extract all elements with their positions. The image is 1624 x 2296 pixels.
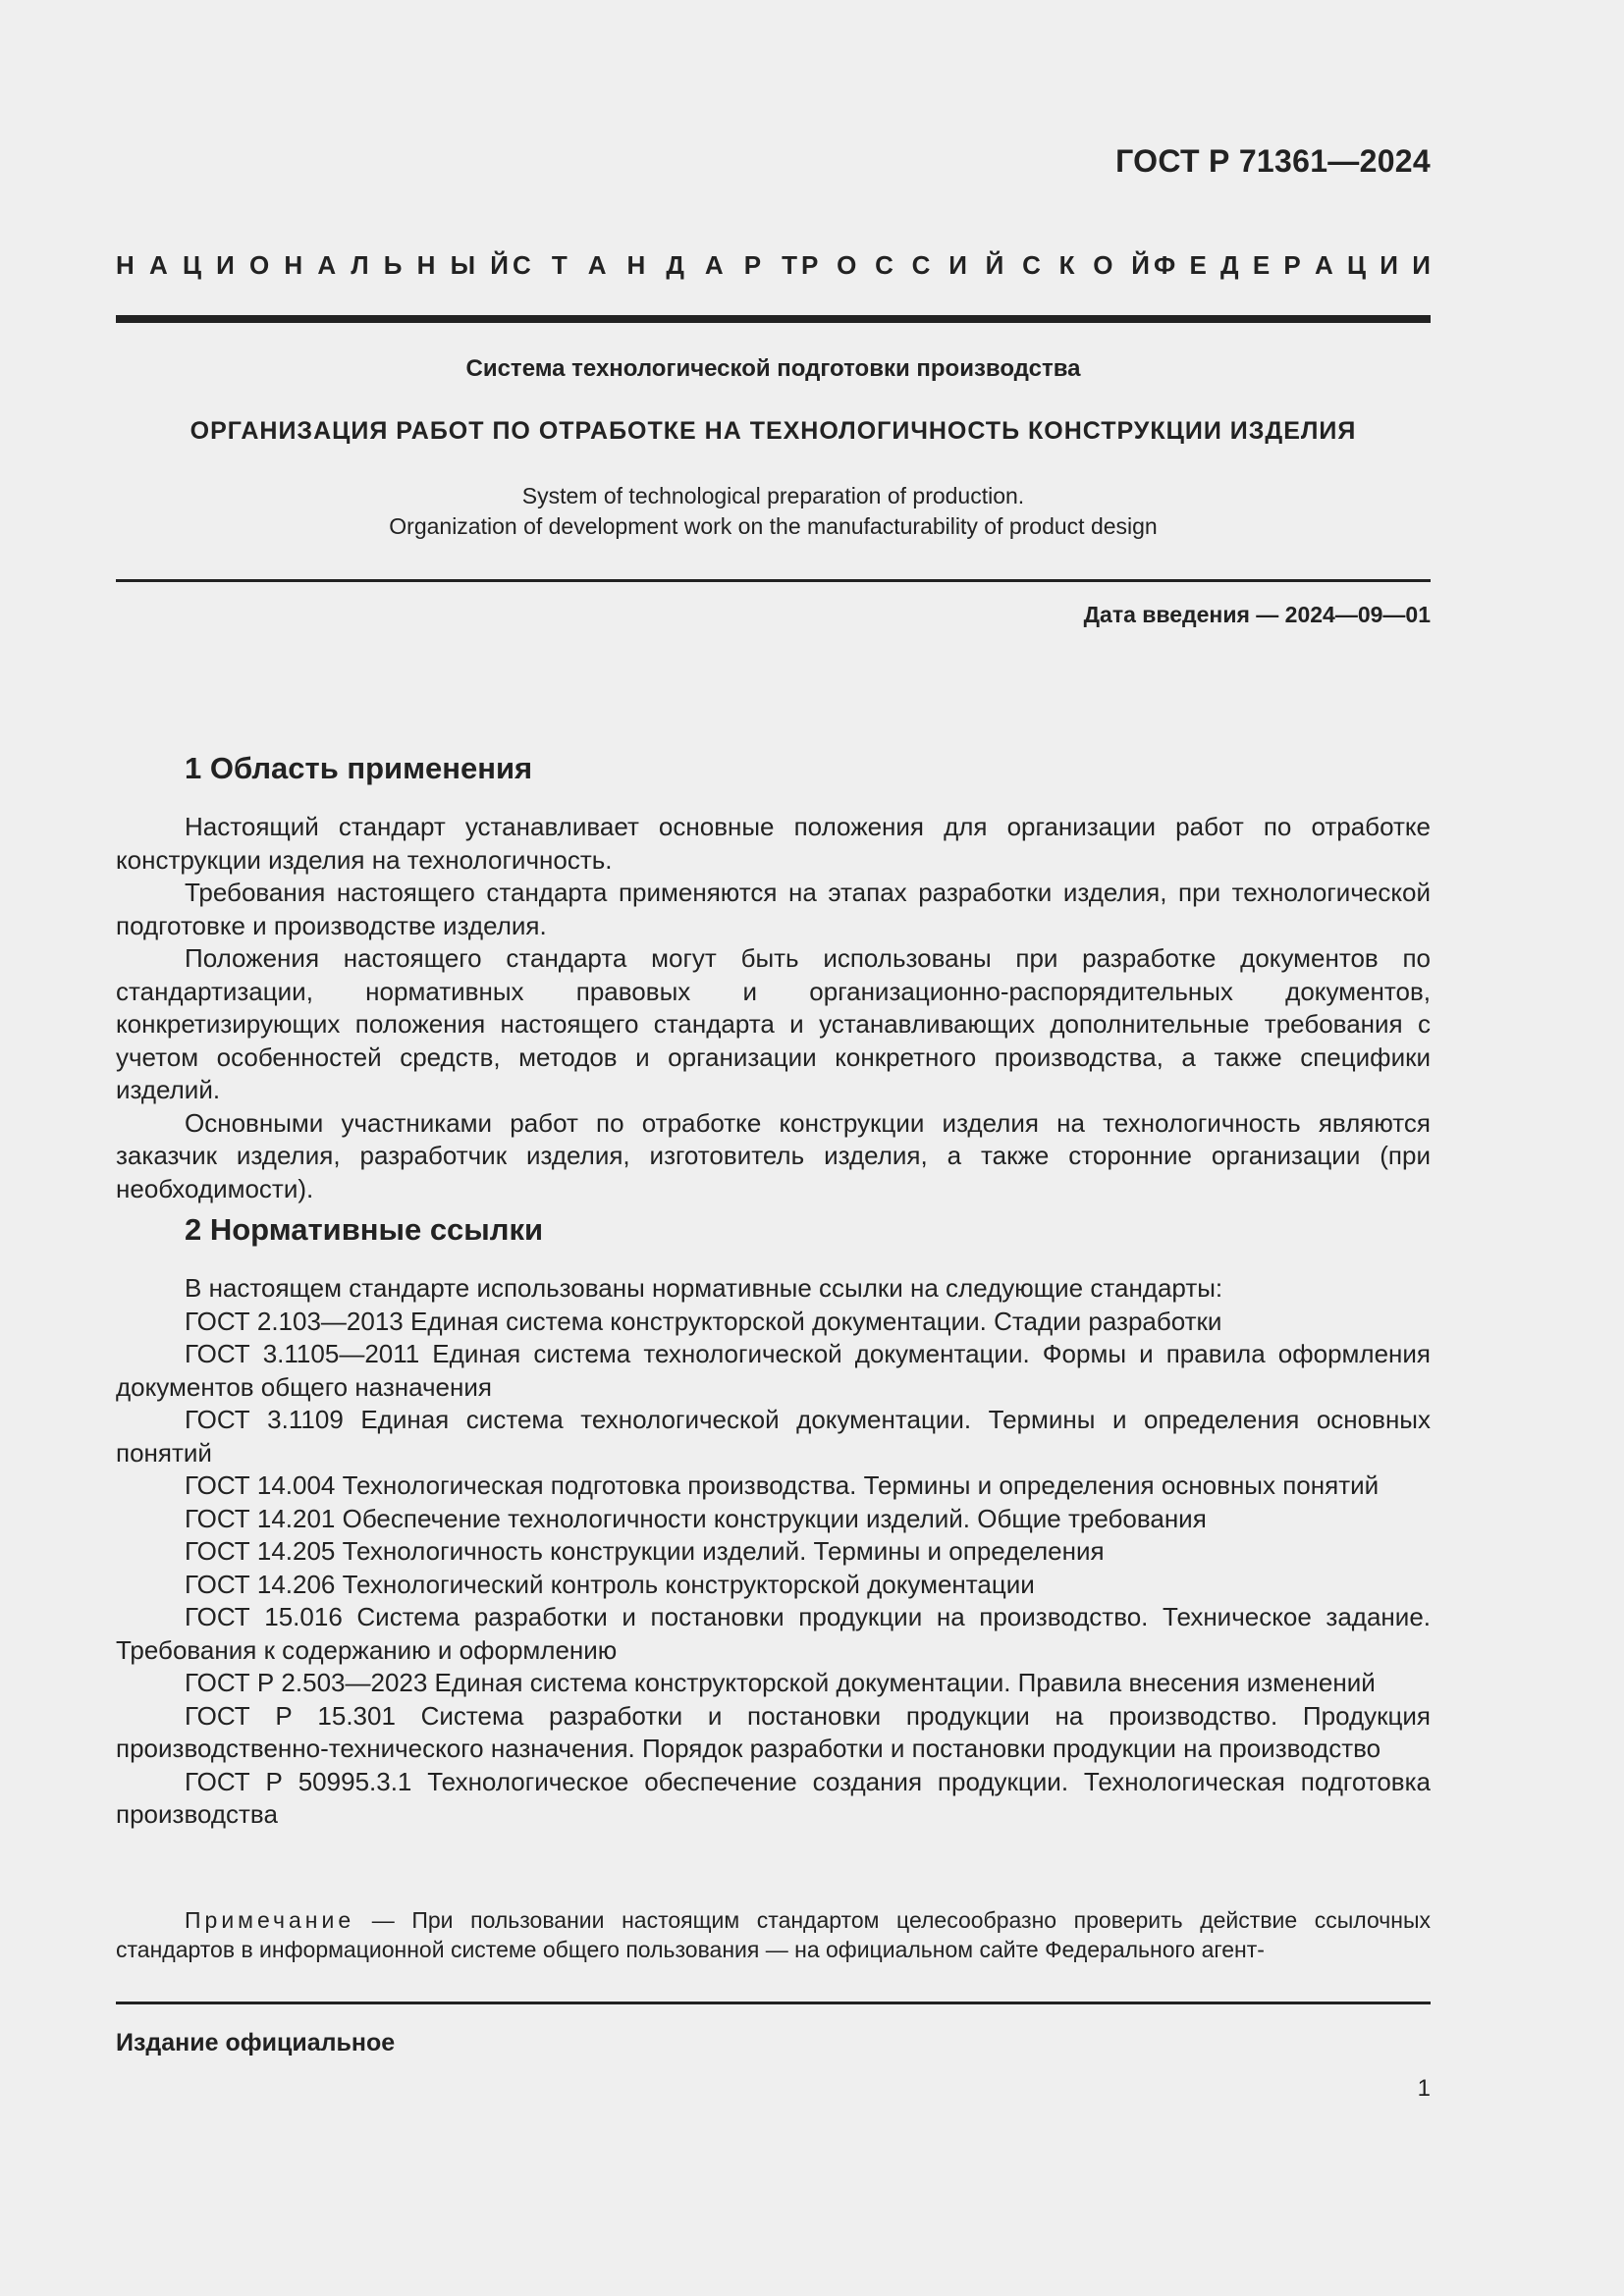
reference-item: ГОСТ Р 50995.3.1 Технологическое обеспечение создания продукции. Технологическая подготовка производства: [116, 1766, 1431, 1829]
note-paragraph: [116, 1905, 1431, 1964]
banner-word: Ф Е Д Е Р А Ц И И: [1154, 250, 1431, 280]
page-number: 1: [1417, 2075, 1431, 2102]
title-divider: [116, 579, 1431, 582]
banner-word: С Т А Н Д А Р Т: [513, 250, 797, 280]
banner-word: Р О С С И Й С К О Й: [801, 250, 1150, 280]
reference-item: ГОСТ 3.1109 Единая система технологической документации. Термины и определения основных понятий: [116, 1405, 1431, 1468]
reference-item: ГОСТ Р 15.301 Система разработки и постановки продукции на производство. Продукция производственно-технического назначения. Порядок разработки и постановки продукции на производство: [116, 1700, 1431, 1763]
english-title-line: System of technological preparation of production.: [521, 483, 1025, 508]
reference-item: ГОСТ 14.205 Технологичность конструкции изделий. Термины и определения: [185, 1536, 1105, 1566]
series-title: Система технологической подготовки производства: [465, 355, 1081, 382]
edition-label: Издание официальное: [116, 2029, 396, 2056]
note: [116, 1905, 1431, 1964]
paragraph: Положения настоящего стандарта могут быть использованы при разработке документов по стандартизации, нормативных правовых и организационно-распорядительных документов, конкретизирующих положения настоящего стандарта и устанавливающих дополнительные требования с учетом особенностей средств, методов и организации конкретного производства, а также специфики изделий.: [116, 943, 1431, 1104]
banner-word: Н А Ц И О Н А Л Ь Н Ы Й: [116, 250, 509, 280]
reference-item: ГОСТ 14.004 Технологическая подготовка производства. Термины и определения основных понятий: [185, 1470, 1380, 1500]
paragraph: Настоящий стандарт устанавливает основные положения для организации работ по отработке конструкции изделия на технологичность.: [116, 812, 1431, 875]
section-heading: 1 Область применения: [185, 751, 533, 785]
reference-item: ГОСТ 3.1105—2011 Единая система технологической документации. Формы и правила оформления документов общего назначения: [116, 1339, 1431, 1402]
reference-item: ГОСТ 2.103—2013 Единая система конструкторской документации. Стадии разработки: [185, 1306, 1222, 1336]
english-title: [116, 481, 1431, 542]
section-body: [116, 811, 1431, 1205]
reference-item: ГОСТ 14.206 Технологический контроль конструкторской документации: [185, 1569, 1035, 1599]
header-divider-thick: [116, 315, 1431, 323]
national-standard-banner: [116, 250, 1431, 281]
paragraph: Основными участниками работ по отработке конструкции изделия на технологичность являются заказчик изделия, разработчик изделия, изготовитель изделия, а также сторонние организации (при необходимости).: [116, 1107, 1431, 1203]
reference-item: ГОСТ Р 2.503—2023 Единая система конструкторской документации. Правила внесения изменений: [185, 1668, 1376, 1697]
footer-divider: [116, 2002, 1431, 2004]
section-heading: 2 Нормативные ссылки: [185, 1212, 544, 1247]
paragraph: Требования настоящего стандарта применяются на этапах разработки изделия, при технологической подготовке и производстве изделия.: [116, 878, 1431, 940]
paragraph: В настоящем стандарте использованы нормативные ссылки на следующие стандарты:: [185, 1273, 1223, 1303]
reference-item: ГОСТ 15.016 Система разработки и постановки продукции на производство. Техническое задание. Требования к содержанию и оформлению: [116, 1602, 1431, 1665]
introduction-date: Дата введения — 2024—09—01: [1083, 602, 1431, 627]
reference-item: ГОСТ 14.201 Обеспечение технологичности конструкции изделий. Общие требования: [185, 1503, 1207, 1533]
standard-title: ОРГАНИЗАЦИЯ РАБОТ ПО ОТРАБОТКЕ НА ТЕХНОЛОГИЧНОСТЬ КОНСТРУКЦИИ ИЗДЕЛИЯ: [189, 417, 1357, 445]
english-title-line: Organization of development work on the manufacturability of product design: [389, 513, 1158, 539]
references-list: [116, 1272, 1431, 1832]
note-label: Примечание: [185, 1907, 355, 1933]
note-text: — При пользовании настоящим стандартом целесообразно проверить действие ссылочных стандартов в информационной системе общего пользования — на официальном сайте Федерального агент-: [116, 1907, 1431, 1962]
gost-number: ГОСТ Р 71361—2024: [1115, 143, 1431, 179]
